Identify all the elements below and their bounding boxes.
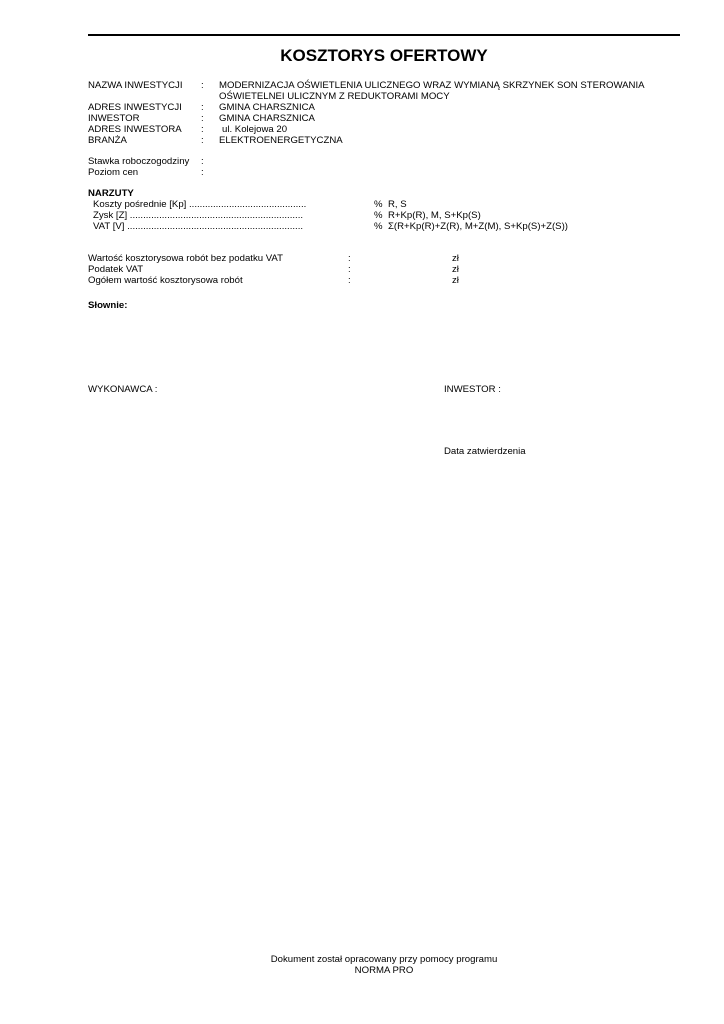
poziom-cen-label: Poziom cen	[88, 167, 139, 178]
adres-inwestycji-value: GMINA CHARSZNICA	[219, 102, 315, 113]
podatek-vat-label: Podatek VAT	[88, 264, 144, 275]
narzut-z-percent: %	[374, 210, 383, 221]
stawka-label: Stawka roboczogodziny	[88, 156, 190, 167]
wartosc-bez-vat-label: Wartość kosztorysowa robót bez podatku VAT	[88, 253, 283, 264]
wartosc-bez-vat-unit: zł	[452, 253, 459, 264]
adres-inwestora-value: ul. Kolejowa 20	[222, 124, 288, 135]
narzut-vat-percent: %	[374, 221, 383, 232]
narzut-kp-basis: R, S	[388, 199, 407, 210]
ogolem-wartosc-unit: zł	[452, 275, 459, 286]
colon: :	[201, 156, 204, 167]
narzut-kp-percent: %	[374, 199, 383, 210]
narzut-kp-label: Koszty pośrednie [Kp] ............................................	[93, 199, 307, 210]
narzut-vat-label: VAT [V] ..................................................................	[93, 221, 304, 232]
footer-line-2: NORMA PRO	[354, 965, 414, 976]
colon: :	[348, 275, 351, 286]
inwestor-value: GMINA CHARSZNICA	[219, 113, 315, 124]
colon: :	[348, 253, 351, 264]
colon: :	[201, 80, 204, 91]
colon: :	[201, 135, 204, 146]
colon: :	[201, 124, 204, 135]
inwestor-label: INWESTOR	[88, 113, 140, 124]
slownie-label: Słownie:	[88, 300, 128, 311]
podatek-vat-unit: zł	[452, 264, 459, 275]
narzuty-heading: NARZUTY	[88, 188, 134, 199]
narzut-z-basis: R+Kp(R), M, S+Kp(S)	[388, 210, 481, 221]
top-rule	[88, 34, 680, 36]
ogolem-wartosc-label: Ogółem wartość kosztorysowa robót	[88, 275, 243, 286]
colon: :	[348, 264, 351, 275]
page-title: KOSZTORYS OFERTOWY	[280, 46, 488, 65]
data-zatwierdzenia-label: Data zatwierdzenia	[444, 446, 526, 457]
narzut-vat-basis: Σ(R+Kp(R)+Z(R), M+Z(M), S+Kp(S)+Z(S))	[388, 221, 568, 232]
footer-line-1: Dokument został opracowany przy pomocy programu	[270, 954, 498, 965]
colon: :	[201, 167, 204, 178]
inwestor-signature-label: INWESTOR :	[444, 384, 501, 395]
branza-value: ELEKTROENERGETYCZNA	[219, 135, 343, 146]
colon: :	[201, 102, 204, 113]
colon: :	[201, 113, 204, 124]
nazwa-inwestycji-label: NAZWA INWESTYCJI	[88, 80, 183, 91]
adres-inwestora-label: ADRES INWESTORA	[88, 124, 182, 135]
wykonawca-label: WYKONAWCA :	[88, 384, 158, 395]
nazwa-inwestycji-value-line1: MODERNIZACJA OŚWIETLENIA ULICZNEGO WRAZ WYMIANĄ SKRZYNEK SON STEROWANIA	[219, 80, 645, 91]
narzut-z-label: Zysk [Z] .................................................................	[93, 210, 304, 221]
nazwa-inwestycji-value-line2: OŚWIETELNEI ULICZNYM Z REDUKTORAMI MOCY	[219, 91, 450, 102]
adres-inwestycji-label: ADRES INWESTYCJI	[88, 102, 182, 113]
branza-label: BRANŻA	[88, 135, 127, 146]
